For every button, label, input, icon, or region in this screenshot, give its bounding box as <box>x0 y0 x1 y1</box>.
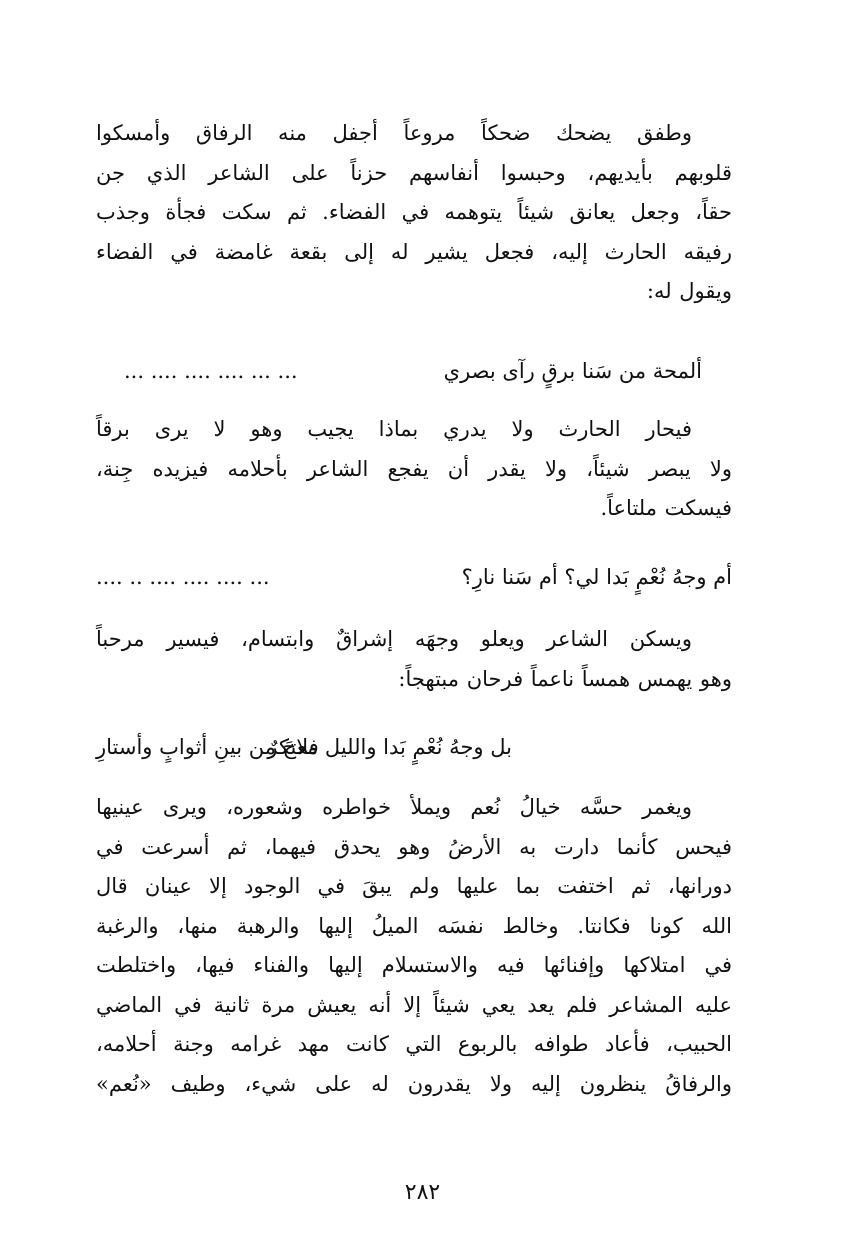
paragraph-line: والرفاقُ ينظرون إليه ولا يقدرون له على شيء، وطيف «نُعم» <box>96 1071 732 1096</box>
paragraph-3 <box>96 620 732 699</box>
paragraph-line: فيسكت ملتاعاً. <box>600 496 732 520</box>
verse-first-hemistich: بل وجهُ نُعْمٍ بَدا والليل معتكرٌ <box>267 735 512 759</box>
paragraph-line: حقاً، وجعل يعانق شيئاً يتوهمه في الفضاء. ثم سكت فجأة وجذب <box>96 200 732 224</box>
paragraph-line: وطفق يضحك ضحكاً مروعاً أجفل منه الرفاق وأمسكوا <box>96 121 692 145</box>
paragraph-line: ويسكن الشاعر ويعلو وجهَه إشراقٌ وابتسام، فيسير مرحباً <box>96 627 692 651</box>
paragraph-line: الله كونا فكانتا. وخالط نفسَه الميلُ إليها والرهبة منها، والرغبة <box>96 913 732 938</box>
paragraph-4 <box>96 788 732 1104</box>
page-number: ٢٨٢ <box>404 1180 441 1205</box>
paragraph-line: الحبيب، فأعاد طوافه بالربوع التي كانت مهد غرامه وجنة أحلامه، <box>96 1032 732 1056</box>
verse-3 <box>96 728 732 768</box>
paragraph-line: ويقول له: <box>646 279 732 303</box>
paragraph-line: فيحس كأنما دارت به الأرضُ وهو يحدق فيهما، ثم أسرعت في <box>96 834 732 859</box>
paragraph-1 <box>96 114 732 312</box>
verse-second-hemistich: فلاحَ من بينِ أثوابٍ وأستارِ <box>96 735 319 759</box>
verse-first-hemistich: أم وجهُ نُعْمٍ بَدا لي؟ أم سَنا نارِ؟ <box>461 565 732 589</box>
verse-1 <box>96 352 732 392</box>
paragraph-line: رفيقه الحارث إليه، فجعل يشير له إلى بقعة غامضة في الفضاء <box>96 239 732 264</box>
paragraph-line: قلوبهم بأيديهم، وحبسوا أنفاسهم حزناً على الشاعر الذي جن <box>96 160 732 185</box>
paragraph-line: فيحار الحارث ولا يدري بماذا يجيب وهو لا يرى برقاً <box>96 417 692 441</box>
verse-second-hemistich: ... ... .... .... .... ... <box>124 359 298 383</box>
verse-first-hemistich: ألمحة من سَنا برقٍ رآى بصري <box>443 359 702 383</box>
paragraph-line: عليه المشاعر فلم يعد يعي شيئاً إلا أنه يعيش مرة ثانية في الماضي <box>96 992 732 1017</box>
paragraph-line: ويغمر حسَّه خيالُ نُعم ويملأ خواطره وشعوره، ويرى عينيها <box>96 795 692 819</box>
paragraph-line: وهو يهمس همساً ناعماً فرحان مبتهجاً: <box>398 666 732 691</box>
paragraph-line: ولا يبصر شيئاً، ولا يقدر أن يفجع الشاعر بأحلامه فيزيده جِنة، <box>96 456 732 481</box>
paragraph-2 <box>96 410 732 529</box>
verse-second-hemistich: ... .... .... .... .. .... <box>96 565 270 589</box>
paragraph-line: في امتلاكها وإفنائها فيه والاستسلام إليها والفناء فيها، واختلطت <box>96 953 732 977</box>
verse-2 <box>96 558 732 598</box>
paragraph-line: دورانها، ثم اختفت بما عليها ولم يبقَ في الوجود إلا عينان قال <box>96 874 732 898</box>
